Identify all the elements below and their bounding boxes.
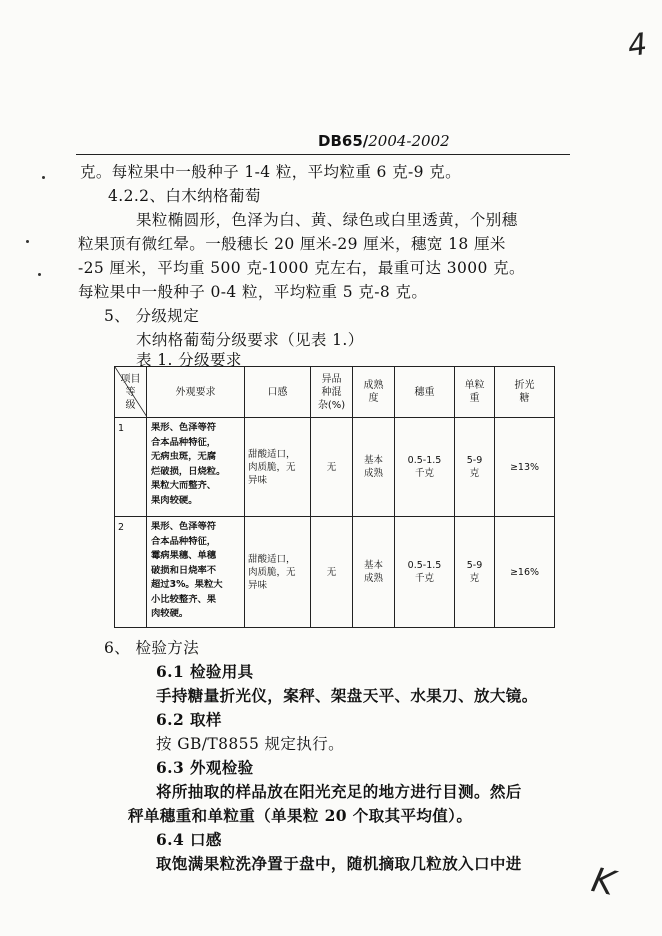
header-item-grade [115,367,147,418]
diagonal-line [115,367,147,417]
maturity-line: 成熟 [363,468,383,479]
appearance-line: 果形、色泽等符 [151,422,217,433]
scan-speck [26,240,29,243]
section-6-heading: 6、 检验方法 [104,639,200,657]
section-6-4-text: 取饱满果粒洗净置于盘中，随机摘取几粒放入口中进 [156,854,522,873]
header-brix [495,367,555,418]
header-appearance: 外观要求 [147,367,245,418]
header-brix-l1: 折光 [514,380,535,391]
appearance-line: 霉病果穗、单穗 [151,550,217,561]
maturity-line: 成熟 [363,573,383,584]
table-row [115,418,555,517]
section-5-heading: 5、 分级规定 [104,307,200,325]
body-line-5: -25 厘米，平均重 500 克-1000 克左右，最重可达 3000 克。 [78,259,525,277]
header-grade-a: 等 [125,386,136,398]
taste-cell [245,517,311,628]
header-rule [76,154,570,155]
handwritten-check-mark: K [588,860,619,904]
berry-weight-cell [455,517,495,628]
grade-cell: 1 [115,418,147,517]
header-maturity-l2: 度 [368,393,379,404]
table-intro: 木纳格葡萄分级要求（见表 1.） [136,331,364,349]
table-row [115,517,555,628]
section-6-4-heading: 6.4 口感 [156,830,222,849]
scan-speck [38,273,41,276]
appearance-line: 无病虫斑，无腐 [151,451,217,462]
section-6-3-text-1: 将所抽取的样品放在阳光充足的地方进行目测。然后 [156,782,522,801]
grading-table [114,366,555,628]
appearance-line: 烂破损，日烧粒。 [151,465,226,477]
brix-cell: ≥16% [495,517,555,628]
taste-cell [245,418,311,517]
header-impurity-l1: 异品 [321,373,342,385]
header-impurity-l2: 种混 [321,386,342,398]
section-6-3-heading: 6.3 外观检验 [156,758,254,777]
berry-weight-value: 5-9 [466,455,483,466]
section-6-3-text-2: 秤单穗重和单粒重（单果粒 20 个取其平均值）。 [128,806,473,825]
appearance-line: 合本品种特征， [151,436,217,448]
appearance-line: 破损和日烧率不 [151,564,217,576]
section-6-1-heading: 6.1 检验用具 [156,662,254,681]
cluster-weight-cell [395,517,455,628]
grade-cell: 2 [115,517,147,628]
berry-weight-cell [455,418,495,517]
appearance-line: 果形、色泽等符 [151,521,217,532]
body-line-4: 粒果顶有微红晕。一般穗长 20 厘米-29 厘米，穗宽 18 厘米 [78,235,506,253]
table-header-row [115,367,555,418]
section-6-1-text: 手持糖量折光仪，案秤、架盘天平、水果刀、放大镜。 [156,686,538,705]
impurity-cell: 无 [311,418,353,517]
section-6-2-text: 按 GB/T8855 规定执行。 [156,735,345,753]
taste-line: 肉质脆，无 [248,461,296,473]
header-berry-weight-l1: 单粒 [464,380,485,391]
body-line-1: 克。每粒果中一般种子 1-4 粒，平均粒重 6 克-9 克。 [80,163,462,181]
header-cluster-weight: 穗重 [395,367,455,418]
header-item: 项目 [120,373,141,385]
standard-handwritten-year: 2004-2002 [368,132,450,150]
section-6-2-heading: 6.2 取样 [156,710,222,729]
header-maturity [353,367,395,418]
header-taste: 口感 [245,367,311,418]
subsection-heading-4-2-2: 4.2.2、白木纳格葡萄 [108,187,261,205]
header-impurity [311,367,353,418]
header-berry-weight-l2: 重 [469,393,480,404]
header-berry-weight [455,367,495,418]
taste-line: 甜酸适口， [248,448,296,460]
body-line-3: 果粒椭圆形，色泽为白、黄、绿色或白里透黄，个别穗 [136,211,518,229]
appearance-line: 肉较硬。 [151,608,189,619]
brix-cell: ≥13% [495,418,555,517]
taste-line: 肉质脆，无 [248,566,296,578]
impurity-cell: 无 [311,517,353,628]
berry-weight-unit: 克 [469,573,480,584]
header-brix-l2: 糖 [519,393,530,404]
appearance-cell [147,418,245,517]
header-maturity-l1: 成熟 [363,380,384,391]
cluster-weight-value: 0.5-1.5 [407,560,442,571]
berry-weight-unit: 克 [469,468,480,479]
header-impurity-l3: 杂(%) [317,399,346,411]
standard-number [318,132,450,150]
table-caption: 表 1. 分级要求 [136,351,242,369]
cluster-weight-unit: 千克 [414,573,434,584]
scan-speck [42,176,45,179]
taste-line: 异味 [248,579,268,591]
appearance-line: 果粒大而整齐、 [151,480,217,491]
taste-line: 甜酸适口， [248,553,296,565]
cluster-weight-cell [395,418,455,517]
maturity-cell [353,517,395,628]
maturity-line: 基本 [363,455,383,466]
maturity-cell [353,418,395,517]
taste-line: 异味 [248,474,268,486]
cluster-weight-unit: 千克 [414,468,434,479]
appearance-cell [147,517,245,628]
header-grade-b: 级 [125,399,136,411]
cluster-weight-value: 0.5-1.5 [407,455,442,466]
appearance-line: 超过3%。果粒大 [151,579,223,590]
maturity-line: 基本 [363,560,383,571]
appearance-line: 合本品种特征， [151,535,217,547]
handwritten-page-number: 4 [625,26,650,65]
appearance-line: 果肉较硬。 [151,494,198,506]
standard-prefix: DB65/ [318,132,369,150]
berry-weight-value: 5-9 [466,560,483,571]
body-line-6: 每粒果中一般种子 0-4 粒，平均粒重 5 克-8 克。 [78,283,428,301]
appearance-line: 小比较整齐、果 [151,593,217,605]
